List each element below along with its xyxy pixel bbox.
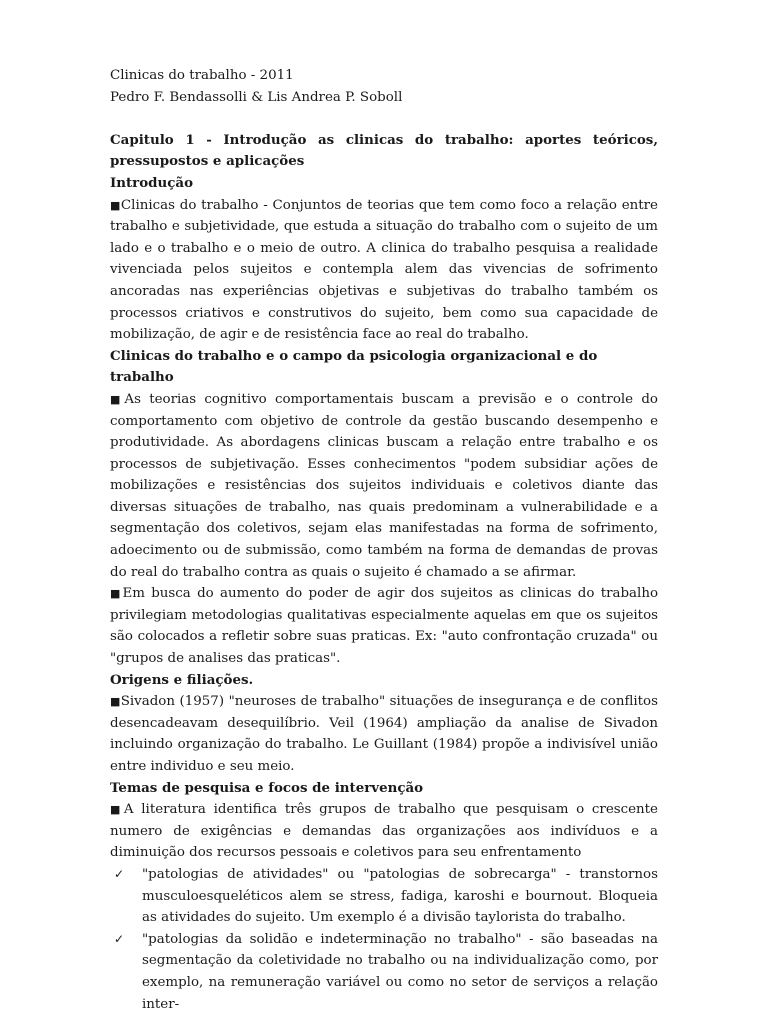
document-page: [110, 65, 658, 1015]
list-item-text: "patologias de atividades" ou "patologias de sobrecarga" - transtornos musculoesqueléticos alem se stress, fadiga, karoshi e bournout. Bloqueia as atividades do sujeito. Um exemplo é a divisão taylorista do trabalho.: [142, 866, 658, 926]
section-heading-origens: Origens e filiações.: [110, 671, 254, 688]
paragraph-origens: ■ Sivadon (1957) "neuroses de trabalho" situações de insegurança e de conflitos desencadeavam desequilíbrio. Veil (1964) ampliação da analise de Sivadon incluindo organização do trabalho. Le Guillant (1984) propõe a indivisível união entre individuo e seu meio.: [110, 691, 658, 777]
paragraph-temas: ■ A literatura identifica três grupos de trabalho que pesquisam o crescente numero de exigências e demandas das organizações aos indivíduos e a diminuição dos recursos pessoais e coletivos para seu enfrentamento: [110, 799, 658, 864]
paragraph-campo-2: ■ Em busca do aumento do poder de agir dos sujeitos as clinicas do trabalho privilegiam metodologias qualitativas especialmente aquelas em que os sujeitos são colocados a refletir sobre suas praticas. Ex: "auto confrontação cruzada" ou "grupos de analises das praticas".: [110, 583, 658, 669]
chapter-title: Capitulo 1 - Introdução as clinicas do trabalho: aportes teóricos, pressupostos e aplicações: [110, 131, 658, 170]
section-heading-campo: Clinicas do trabalho e o campo da psicologia organizacional e do trabalho: [110, 347, 598, 386]
list-item-text: "patologias da solidão e indeterminação no trabalho" - são baseadas na segmentação da coletividade no trabalho ou na individualização como, por exemplo, na remuneração variável ou como no setor de serviços a relação inter-: [142, 931, 658, 1012]
paragraph-intro: ■ Clinicas do trabalho - Conjuntos de teorias que tem como foco a relação entre trabalho e subjetividade, que estuda a situação do trabalho com o sujeito de um lado e o trabalho e o meio de outro. A clinica do trabalho pesquisa a realidade vivenciada pelos sujeitos e contempla alem das vivencias de sofrimento ancoradas nas experiências objetivas e subjetivas do trabalho também os processos criativos e construtivos do sujeito, bem como sua capacidade de mobilização, de agir e de resistência face ao real do trabalho.: [110, 195, 658, 346]
list-item: [110, 864, 658, 929]
checklist: [110, 864, 658, 1015]
spacer: [110, 108, 658, 130]
checkmark-icon: ✓: [114, 866, 125, 881]
document-authors: Pedro F. Bendassolli & Lis Andrea P. Soboll: [110, 89, 403, 105]
list-item: [110, 929, 658, 1015]
section-heading-temas: Temas de pesquisa e focos de intervenção: [110, 779, 424, 796]
section-heading-intro: Introdução: [110, 174, 194, 191]
checkmark-icon: ✓: [114, 931, 125, 946]
document-source-title: Clinicas do trabalho - 2011: [110, 68, 294, 83]
paragraph-campo-1: ■ As teorias cognitivo comportamentais buscam a previsão e o controle do comportamento com objetivo de controle da gestão buscando desempenho e produtividade. As abordagens clinicas buscam a relação entre trabalho e os processos de subjetivação. Esses conhecimentos "podem subsidiar ações de mobilizações e resistências dos sujeitos individuais e coletivos diante das diversas situações de trabalho, nas quais predominam a vulnerabilidade e a segmentação dos coletivos, sejam elas manifestadas na forma de sofrimento, adoecimento ou de submissão, como também na forma de demandas de provas do real do trabalho contra as quais o sujeito é chamado a se afirmar.: [110, 389, 658, 583]
